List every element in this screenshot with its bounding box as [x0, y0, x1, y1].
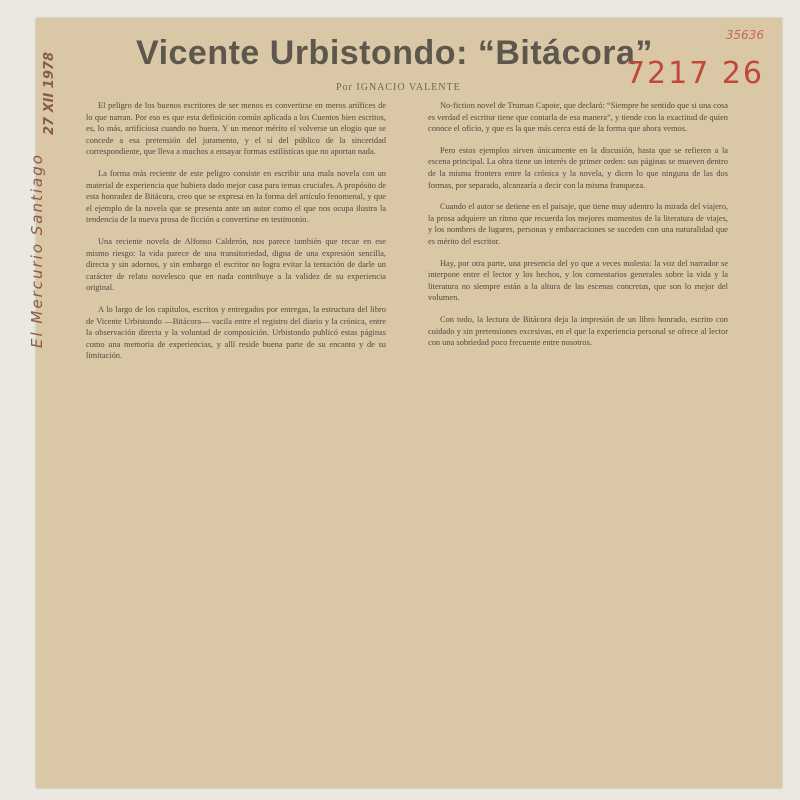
paragraph: Una reciente novela de Alfonso Calderón, nos parece también que recae en ese mismo riesgo: la vida parece de una transitoriedad, digna de una expresión sencilla, directa y sin adornos, y sin embargo el escritor no logra evitar la tentación de darle un carácter de relato novelesco que en nada contribuye a la validez de su experiencia original. — [86, 236, 386, 293]
paragraph: Hay, por otra parte, una presencia del yo que a veces molesta: la voz del narrador se interpone entre el lector y los hechos, y los comentarios generales sobre la vida y la literatura no siempre están a la altura de las escenas concretas, que son lo mejor del volumen. — [428, 258, 728, 303]
article-right-column — [428, 100, 728, 772]
handwritten-reference: 35636 — [725, 28, 764, 42]
article-byline: Por IGNACIO VALENTE — [336, 82, 461, 93]
handwritten-source-note: El Mercurio Santiago — [28, 153, 46, 348]
paragraph: No-fiction novel de Truman Capote, que declaró: “Siempre he sentido que si una cosa es verdad el escritor tiene que contarla de esa manera”, y tiende con la exactitud de quien conoce el oficio, y que es la que más cerca está de la forma que ahora vemos. — [428, 101, 728, 134]
newspaper-clipping — [28, 18, 782, 788]
handwritten-catalog-number: 7217 26 — [625, 56, 764, 91]
handwritten-date: 27 XII 1978 — [42, 52, 57, 136]
paragraph: La forma más reciente de este peligro consiste en escribir una mala novela con un material de experiencia que hubiera dado mejor casa para temas cruciales. A propósito de esta honradez de Bitácora, creo que se expresa en la forma del artículo fenomenal, y que el ejemplo de la novela que se presenta ante un autor como el que nos ocupa ilustra la tendencia de la nueva prosa de ficción a convertirse en testimonio. — [86, 168, 386, 225]
article-left-column — [86, 100, 386, 772]
paragraph: A lo largo de los capítulos, escritos y entregados por entregas, la estructura del libro de Vicente Urbistondo —Bitácora— vacila entre el registro del diario y la crónica, entre la observación directa y la voluntad de composición. Urbistondo publicó estas páginas como una memoria de experiencias, y allí reside buena parte de su encanto y de su limitación. — [86, 304, 386, 361]
paragraph: Pero estos ejemplos sirven únicamente en la discusión, hasta que se refieren a la escena principal. La obra tiene un interés de primer orden: sus páginas se mueven dentro de la misma frontera entre la crónica y la novela, y dicen lo que ninguna de las dos formas, por separado, alcanzaría a decir con la misma franqueza. — [428, 145, 728, 190]
paragraph: Con todo, la lectura de Bitácora deja la impresión de un libro honrado, escrito con cuidado y sin pretensiones excesivas, en el que la experiencia personal se ofrece al lector con una sobriedad poco frecuente entre nosotros. — [428, 314, 728, 348]
paragraph: Cuando el autor se detiene en el paisaje, que tiene muy adentro la mirada del viajero, la prosa adquiere un ritmo que recuerda los mejores momentos de la literatura de viajes, y los nombres de lugares, personas y embarcaciones se suceden con una naturalidad que es mérito del escritor. — [428, 202, 728, 246]
article-headline: Vicente Urbistondo: “Bitácora” — [136, 34, 653, 72]
paragraph: El peligro de los buenos escritores de ser menos es convertirse en meros artífices de lo que narran. Por eso es que esta definición común aplicada a los Cuentos bien escritos, es, lo más, artificiosa cuando no huera. Y un menor mérito el volverse un elogio que se concede a esa pretensión del juramento, y el sí del público de la sinceridad correspondiente, que lleva a muchos a ensayar formas estilísticas que no aportan nada. — [86, 101, 386, 157]
